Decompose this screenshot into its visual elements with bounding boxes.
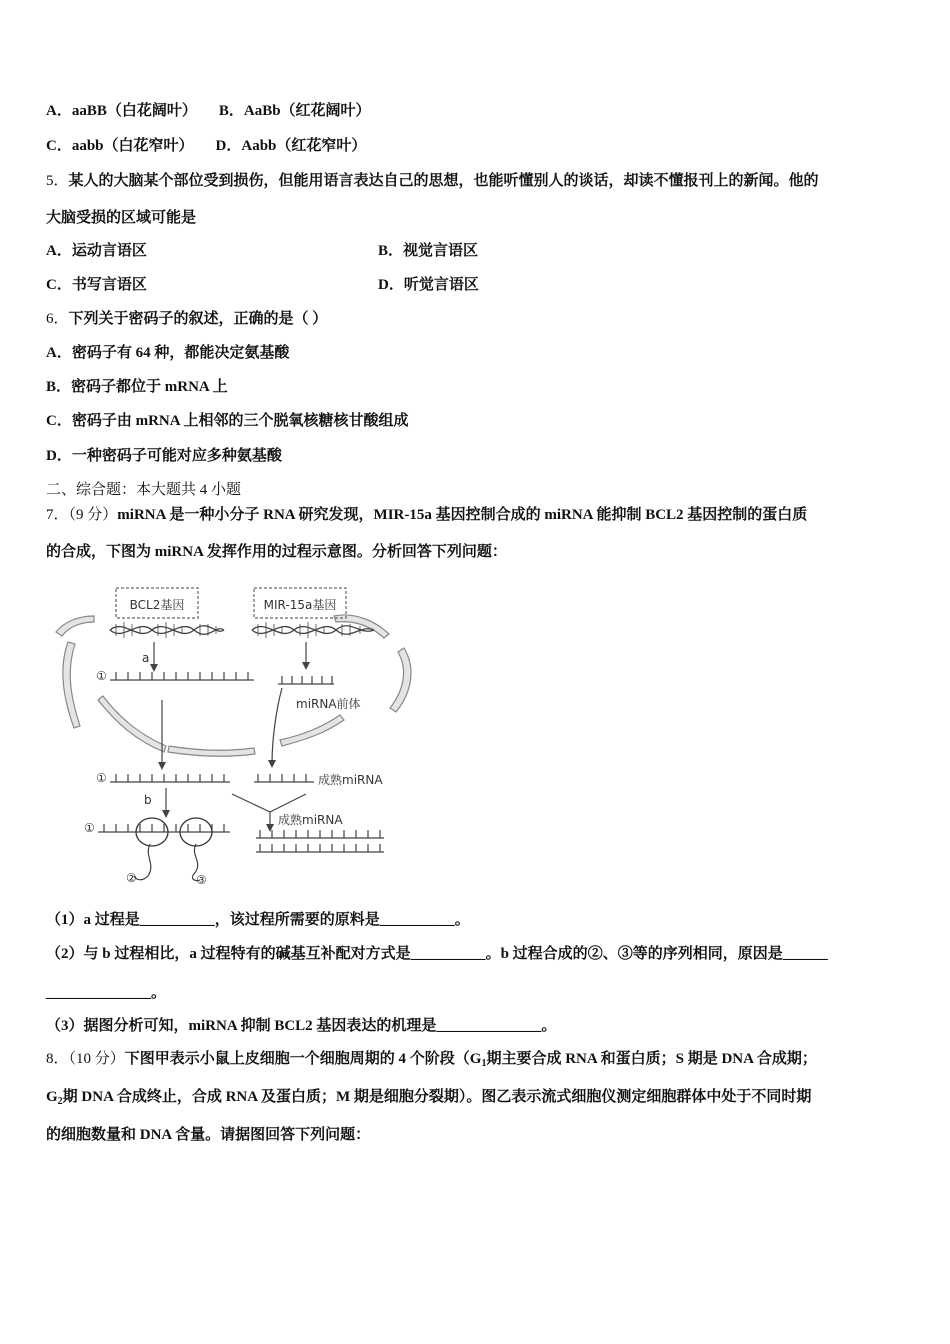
q5-option-a: A．运动言语区 [46, 243, 147, 259]
label-circle2: ② [126, 871, 137, 885]
q4-option-b-label: B． [218, 103, 244, 119]
label-mature-mirna-2: 成熟miRNA [278, 813, 343, 827]
label-circle1-bot: ① [84, 821, 95, 835]
q7-sub-2-line-1: （2）与 b 过程相比，a 过程特有的碱基互补配对方式是__________。b 过程合成的②、③等的序列相同，原因是______ [46, 946, 828, 962]
label-mirna-precursor: miRNA前体 [296, 697, 361, 711]
label-circle3: ③ [196, 873, 207, 887]
q6-option-d: D．一种密码子可能对应多种氨基酸 [46, 448, 282, 464]
q5-stem-line-1 [46, 171, 819, 191]
label-b: b [144, 793, 152, 807]
label-a: a [142, 651, 150, 665]
q4-option-row-2 [46, 136, 366, 156]
q4-option-c-label: C． [46, 138, 72, 154]
q4-option-d: Aabb（红花窄叶） [241, 138, 367, 154]
q5-stem-1: 某人的大脑某个部位受到损伤，但能用语言表达自己的思想，也能听懂别人的谈话，却读不懂报刊上的新闻。他的 [68, 173, 819, 189]
q8-stem-2-sub: 2 [57, 1096, 63, 1107]
label-circle1-mid: ① [96, 771, 107, 785]
q8-stem-line-1 [46, 1049, 817, 1074]
q7-stem-line-2: 的合成，下图为 miRNA 发挥作用的过程示意图。分析回答下列问题： [46, 544, 507, 560]
q5-option-b: B．视觉言语区 [378, 243, 479, 259]
bcl2-gene-label: BCL2基因 [129, 598, 185, 612]
q7-stem-line-1 [46, 505, 807, 525]
label-mature-mirna-1: 成熟miRNA [318, 773, 383, 787]
q4-option-c: aabb（白花窄叶） [71, 138, 194, 154]
q8-stem-1-sub: 1 [481, 1058, 487, 1069]
q7-stem-1: miRNA 是一种小分子 RNA 研究发现，MIR-15a 基因控制合成的 miRNA 能抑制 BCL2 基因控制的蛋白质 [117, 507, 808, 523]
q8-stem-2a: G [46, 1089, 58, 1105]
q8-number: 8． [46, 1051, 69, 1067]
q4-option-row-1 [46, 101, 371, 121]
q6-option-b: B．密码子都位于 mRNA 上 [46, 379, 228, 395]
q8-stem-line-2 [46, 1087, 811, 1112]
q6-number: 6． [46, 311, 69, 327]
q7-sub-1: （1）a 过程是__________，该过程所需要的原料是__________。 [46, 912, 470, 928]
q7-sub-2-line-2: ______________。 [46, 985, 167, 1001]
q5-stem-line-2: 大脑受损的区域可能是 [46, 210, 197, 226]
q6-option-c: C．密码子由 mRNA 上相邻的三个脱氧核糖核甘酸组成 [46, 413, 409, 429]
q6-option-a: A．密码子有 64 种，都能决定氨基酸 [46, 345, 290, 361]
mirna-process-diagram [44, 580, 424, 890]
mir-gene-label: MIR-15a基因 [263, 598, 337, 612]
q8-stem-line-3: 的细胞数量和 DNA 含量。请据图回答下列问题： [46, 1127, 371, 1143]
q7-number: 7． [46, 507, 69, 523]
section-heading: 二、综合题：本大题共 4 小题 [46, 482, 242, 498]
q5-option-d: D．听觉言语区 [378, 277, 479, 293]
q4-option-d-label: D． [215, 138, 242, 154]
q4-option-a-label: A． [46, 103, 72, 119]
q5-number: 5． [46, 173, 69, 189]
q7-sub-3: （3）据图分析可知，miRNA 抑制 BCL2 基因表达的机理是______________。 [46, 1018, 557, 1034]
q6-stem-text: 下列关于密码子的叙述，正确的是（ ） [68, 311, 328, 327]
q5-option-c: C．书写言语区 [46, 277, 147, 293]
q8-stem-1b: 期主要合成 RNA 和蛋白质；S 期是 DNA 合成期； [486, 1051, 817, 1067]
q8-stem-1a: 下图甲表示小鼠上皮细胞一个细胞周期的 4 个阶段（G [124, 1051, 482, 1067]
q8-score: （10 分） [68, 1051, 125, 1067]
q6-stem [46, 309, 327, 329]
q8-stem-2b: 期 DNA 合成终止，合成 RNA 及蛋白质；M 期是细胞分裂期）。图乙表示流式细胞仪测定细胞群体中处于不同时期 [62, 1089, 812, 1105]
q4-option-a: aaBB（白花阔叶） [71, 103, 197, 119]
q7-score: （9 分） [68, 507, 118, 523]
label-circle1-top: ① [96, 669, 107, 683]
q4-option-b: AaBb（红花阔叶） [243, 103, 371, 119]
